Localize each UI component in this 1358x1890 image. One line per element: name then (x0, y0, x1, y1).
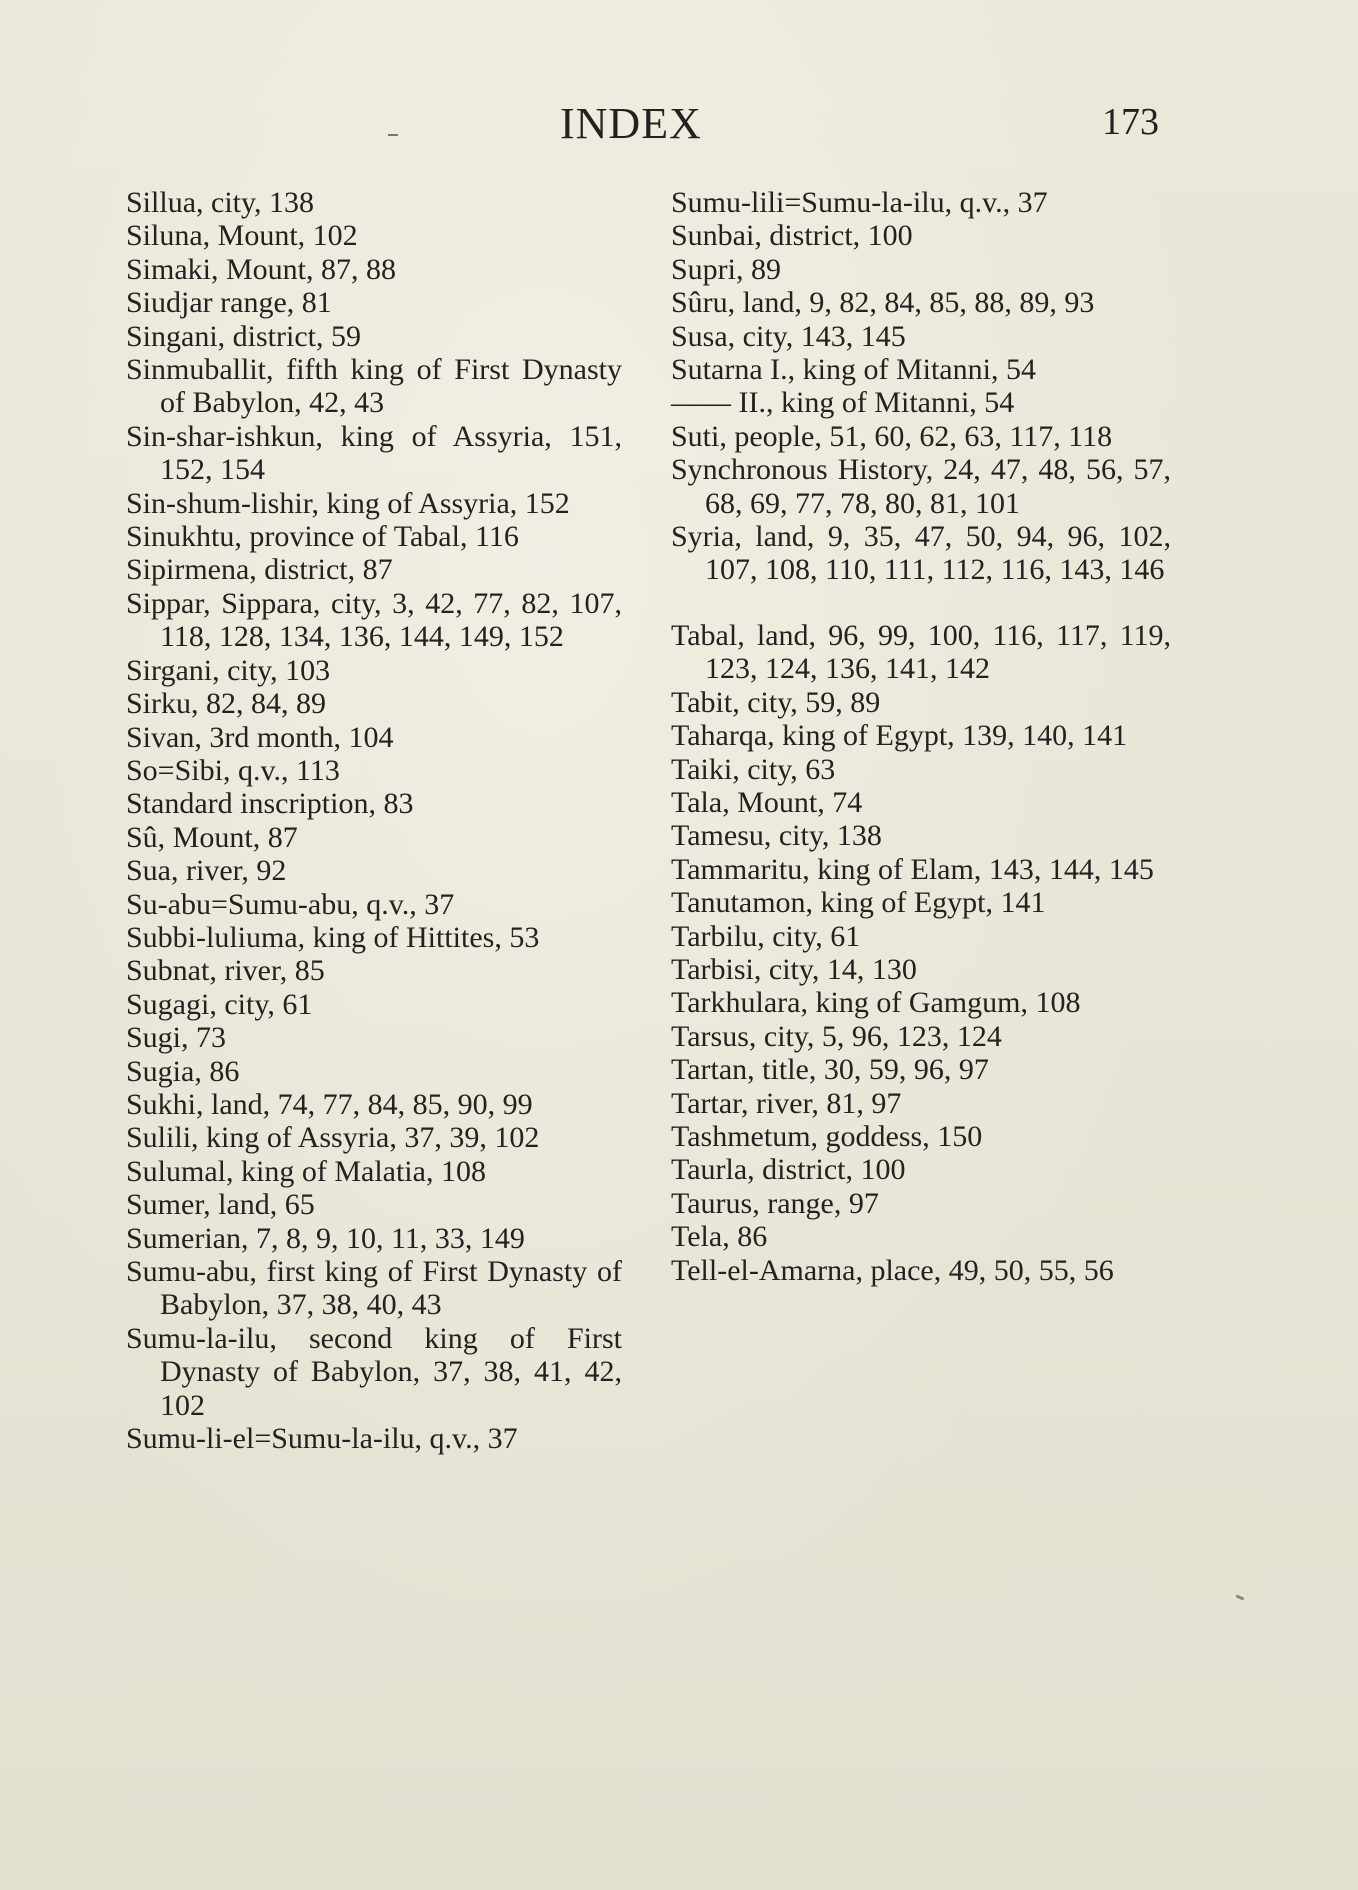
index-entry: Sirgani, city, 103 (126, 653, 331, 687)
index-entry: Singani, district, 59 (126, 319, 361, 353)
index-entry: Sirku, 82, 84, 89 (126, 687, 327, 721)
index-entry: Tarkhulara, king of Gamgum, 108 (671, 986, 1081, 1020)
index-entry: Sukhi, land, 74, 77, 84, 85, 90, 99 (126, 1087, 533, 1121)
index-entry: Sumu-la-ilu, second king of First Dynasty of Babylon, 37, 38, 41, 42, 102 (126, 1321, 622, 1422)
index-entry: Tashmetum, goddess, 150 (671, 1119, 983, 1153)
index-entry: Standard inscription, 83 (126, 787, 414, 821)
index-entry: Sumer, land, 65 (126, 1188, 315, 1222)
index-entry: Tamesu, city, 138 (671, 819, 882, 853)
index-entry: Sunbai, district, 100 (671, 219, 913, 253)
index-entry: Tell-el-Amarna, place, 49, 50, 55, 56 (671, 1253, 1114, 1287)
index-entry: Sumu-li-el=Sumu-la-ilu, q.v., 37 (126, 1422, 518, 1456)
index-entry: Tabal, land, 96, 99, 100, 116, 117, 119, 123, 124, 136, 141, 142 (671, 618, 1171, 686)
index-entry: Tartan, title, 30, 59, 96, 97 (671, 1053, 989, 1087)
index-entry: Syria, land, 9, 35, 47, 50, 94, 96, 102, 107, 108, 110, 111, 112, 116, 143, 146 (671, 520, 1171, 587)
index-entry: Sumu-lili=Sumu-la-ilu, q.v., 37 (671, 186, 1048, 219)
print-mark (1236, 1594, 1245, 1600)
index-entry: Synchronous History, 24, 47, 48, 56, 57, 68, 69, 77, 78, 80, 81, 101 (671, 453, 1171, 520)
index-entry: Tanutamon, king of Egypt, 141 (671, 886, 1046, 920)
index-entry: Subbi-luliuma, king of Hittites, 53 (126, 920, 540, 954)
index-entry: Sin-shum-lishir, king of Assyria, 152 (126, 486, 570, 520)
index-entry: Taiki, city, 63 (671, 752, 836, 786)
index-entry: Sinmuballit, fifth king of First Dynasty of Babylon, 42, 43 (126, 353, 622, 420)
index-entry: Sugagi, city, 61 (126, 987, 313, 1021)
page-title: INDEX (560, 99, 702, 148)
print-mark (388, 134, 398, 136)
index-column-right (671, 186, 1171, 1287)
index-entry: Tarbisi, city, 14, 130 (671, 952, 917, 986)
index-entry: Siudjar range, 81 (126, 286, 332, 320)
index-entry: Siluna, Mount, 102 (126, 219, 358, 253)
index-entry: Sûru, land, 9, 82, 84, 85, 88, 89, 93 (671, 286, 1095, 320)
index-entry: Supri, 89 (671, 252, 782, 286)
index-entry: Susa, city, 143, 145 (671, 319, 906, 353)
index-entry: So=Sibi, q.v., 113 (126, 753, 340, 787)
index-entry: Tela, 86 (671, 1220, 768, 1254)
index-entry: Sumu-abu, first king of First Dynasty of Babylon, 37, 38, 40, 43 (126, 1255, 622, 1322)
index-entry: Tabit, city, 59, 89 (671, 685, 881, 719)
index-entry: Sugia, 86 (126, 1054, 240, 1088)
index-entry: Tartar, river, 81, 97 (671, 1086, 902, 1120)
index-entry: Sû, Mount, 87 (126, 820, 298, 854)
index-entry: Sippar, Sippara, city, 3, 42, 77, 82, 107, 118, 128, 134, 136, 144, 149, 152 (126, 586, 622, 654)
index-entry: Taurla, district, 100 (671, 1153, 906, 1187)
index-entry: Taharqa, king of Egypt, 139, 140, 141 (671, 719, 1128, 753)
index-entry: Sugi, 73 (126, 1021, 227, 1055)
index-entry: Tala, Mount, 74 (671, 785, 863, 819)
index-entry: Simaki, Mount, 87, 88 (126, 252, 397, 286)
index-entry: Tammaritu, king of Elam, 143, 144, 145 (671, 852, 1154, 886)
index-entry: Sin-shar-ishkun, king of Assyria, 151, 152, 154 (126, 419, 622, 487)
index-entry: Sinukhtu, province of Tabal, 116 (126, 520, 519, 554)
index-entry: Sua, river, 92 (126, 854, 287, 888)
letter-section-gap (671, 587, 1171, 619)
index-entry: Tarbilu, city, 61 (671, 919, 861, 953)
index-column-left (126, 186, 622, 1455)
index-entry: Sutarna I., king of Mitanni, 54 (671, 353, 1036, 387)
index-entry: Suti, people, 51, 60, 62, 63, 117, 118 (671, 419, 1113, 453)
index-entry: Sulumal, king of Malatia, 108 (126, 1154, 486, 1188)
index-entry: Sillua, city, 138 (126, 186, 315, 219)
index-entry: Sipirmena, district, 87 (126, 553, 393, 587)
index-entry: Sulili, king of Assyria, 37, 39, 102 (126, 1121, 540, 1155)
index-entry: Tarsus, city, 5, 96, 123, 124 (671, 1019, 1002, 1053)
index-entry: Su-abu=Sumu-abu, q.v., 37 (126, 887, 455, 921)
index-entry: Sivan, 3rd month, 104 (126, 720, 394, 754)
index-entry: Sumerian, 7, 8, 9, 10, 11, 33, 149 (126, 1221, 525, 1255)
index-entry: —— II., king of Mitanni, 54 (671, 386, 1015, 420)
page-number: 173 (1102, 101, 1159, 143)
index-entry: Subnat, river, 85 (126, 954, 325, 988)
index-entry: Taurus, range, 97 (671, 1186, 879, 1220)
